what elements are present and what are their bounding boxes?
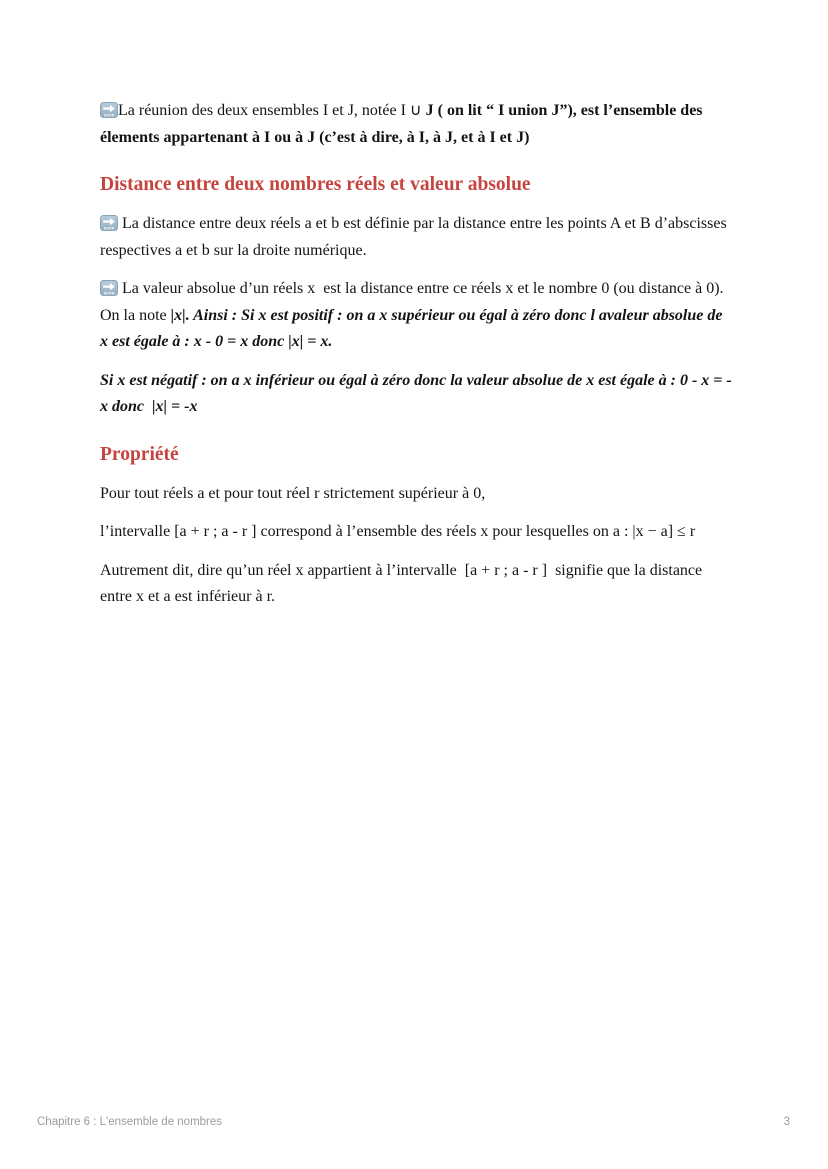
paragraph-union-text: La réunion des deux ensembles I et J, notée I ∪	[118, 102, 426, 119]
page-footer	[37, 1116, 790, 1128]
footer-page-number: 3	[783, 1116, 790, 1128]
soon-arrow-icon	[100, 280, 118, 296]
paragraph-propriete-1: Pour tout réels a et pour tout réel r strictement supérieur à 0,	[100, 484, 486, 502]
paragraph-union-text-bold: J ( on lit “ I union J”), est l’ensemble des élements appartenant à I ou à J (c’est à dire, à I, à J, et à I et J)	[100, 102, 707, 146]
paragraph-valeur-absolue-emphasis: |x|. Ainsi : Si x est positif : on a x supérieur ou égal à zéro donc l avaleur absolue de x est égale à : x - 0 = x donc |x| = x.	[100, 306, 727, 350]
svg-text:SOON: SOON	[103, 226, 115, 231]
heading-propriete: Propriété	[100, 443, 179, 465]
paragraph-propriete-3: Autrement dit, dire qu’un réel x appartient à l’intervalle [a + r ; a - r ] signifie que la distance entre x et a est inférieur à r.	[100, 561, 707, 605]
footer-chapter-label: Chapitre 6 : L'ensemble de nombres	[37, 1116, 223, 1128]
document-body	[100, 98, 732, 623]
paragraph-valeur-absolue	[100, 276, 732, 356]
paragraph-valeur-absolue-text: La valeur absolue d’un réels x est la distance entre ce réels x et le nombre 0 (ou distance à 0). On la note	[100, 280, 728, 324]
svg-text:SOON: SOON	[103, 291, 115, 296]
paragraph-distance	[100, 211, 732, 264]
svg-text:SOON: SOON	[103, 113, 115, 118]
heading-distance: Distance entre deux nombres réels et valeur absolue	[100, 174, 531, 195]
paragraph-negatif	[100, 368, 732, 421]
paragraph-propriete-2: l’intervalle [a + r ; a - r ] correspond à l’ensemble des réels x pour lesquelles on a : |x − a] ≤ r	[100, 523, 696, 540]
soon-arrow-icon	[100, 102, 118, 118]
paragraph-negatif-emphasis: Si x est négatif : on a x inférieur ou égal à zéro donc la valeur absolue de x est égale à : 0 - x = -x donc |x| = -x	[100, 371, 732, 415]
paragraph-union	[100, 98, 732, 151]
soon-arrow-icon	[100, 215, 118, 231]
paragraph-distance-text: La distance entre deux réels a et b est définie par la distance entre les points A et B d’abscisses respectives a et b sur la droite numérique.	[100, 215, 731, 259]
